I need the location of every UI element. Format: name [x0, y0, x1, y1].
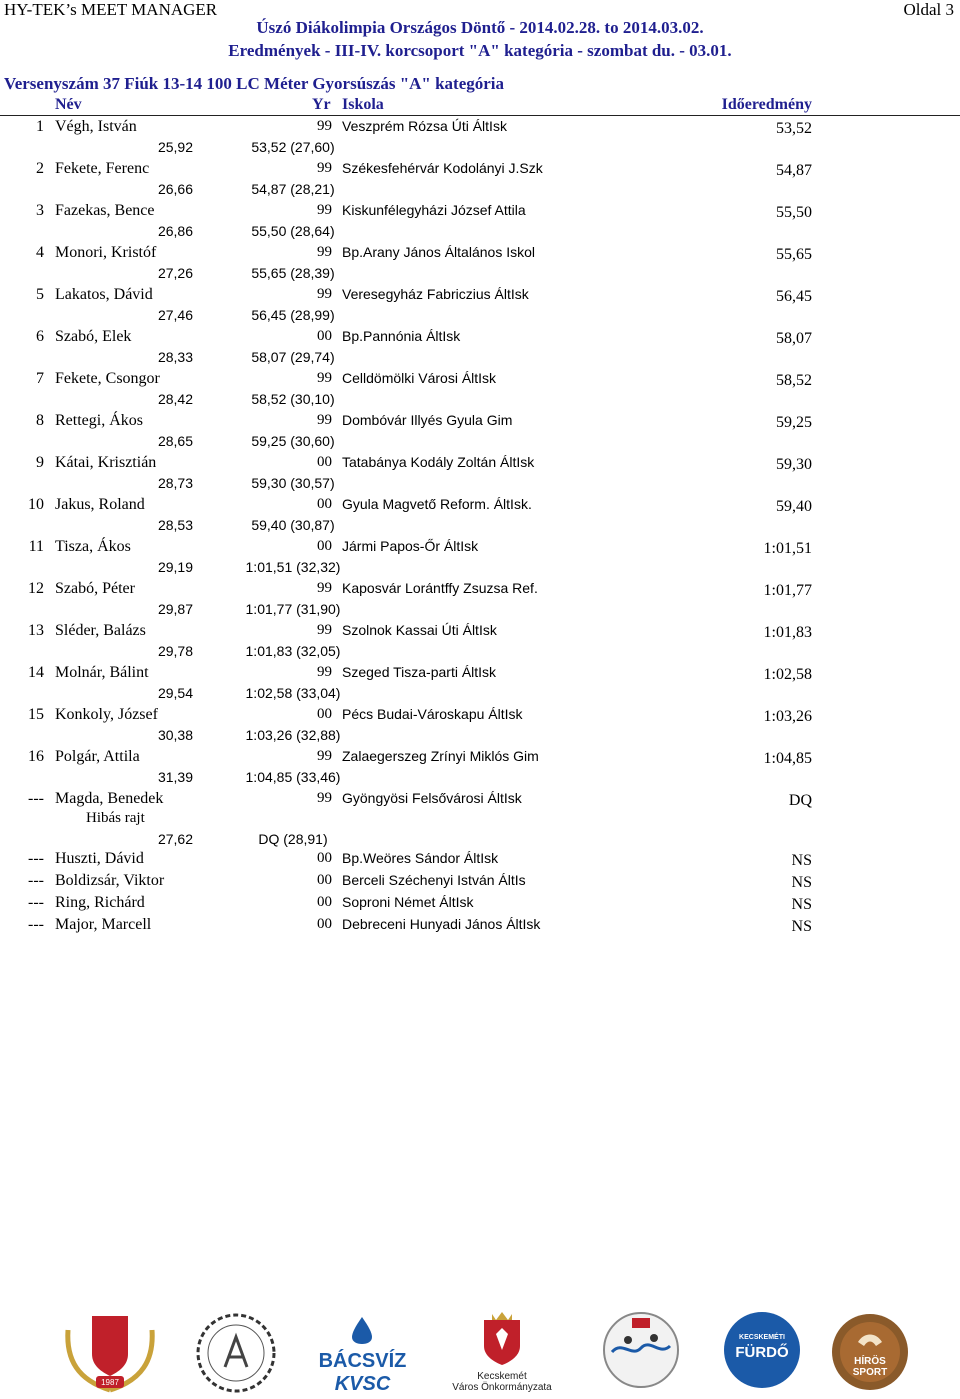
city-crest-icon: [480, 1310, 524, 1366]
school-name: Dombóvár Illyés Gyula Gim: [342, 412, 513, 428]
final-time: 59,40: [776, 498, 812, 515]
school-name: Kiskunfélegyházi József Attila: [342, 202, 526, 218]
birth-year: 00: [317, 916, 332, 932]
birth-year: 00: [317, 850, 332, 866]
school-name: Szeged Tisza-parti ÁltIsk: [342, 664, 497, 680]
birth-year: 00: [317, 454, 332, 470]
hungarian-swimming-federation-logo: [592, 1310, 690, 1390]
bacsviz-kvsc-logo: [310, 1315, 415, 1395]
split-50m: 25,92: [157, 139, 193, 155]
birth-year: 99: [317, 580, 332, 596]
birth-year: 99: [317, 622, 332, 638]
result-rank: 8: [36, 412, 44, 429]
swimmer-name: Monori, Kristóf: [55, 244, 157, 261]
furdo-small-text: KECSKEMÉTI: [739, 1334, 785, 1341]
school-name: Veresegyház Fabriczius ÁltIsk: [342, 286, 529, 302]
split-50m: 27,62: [157, 831, 193, 847]
result-rank: 15: [28, 706, 44, 723]
header-divider: [0, 115, 960, 116]
split-50m: 26,66: [157, 181, 193, 197]
column-header-result: Időeredmény: [721, 96, 812, 113]
result-rank: ---: [28, 872, 44, 889]
birth-year: 99: [317, 748, 332, 764]
swimmer-name: Lakatos, Dávid: [55, 286, 153, 303]
result-rank: 14: [28, 664, 44, 681]
result-rank: ---: [28, 894, 44, 911]
result-rank: 11: [28, 538, 44, 555]
final-time: 54,87: [776, 162, 812, 179]
kvsc-text: KVSC: [334, 1373, 391, 1395]
final-time: 1:01,77: [763, 582, 812, 599]
split-50m: 28,33: [157, 349, 193, 365]
final-time: 53,52: [776, 120, 812, 137]
sport-text: SPORT: [852, 1367, 888, 1378]
result-rank: 6: [36, 328, 44, 345]
school-name: Bp.Weöres Sándor ÁltIsk: [342, 850, 499, 866]
birth-year: 99: [317, 286, 332, 302]
birth-year: 00: [317, 328, 332, 344]
page-number: Oldal 3: [903, 0, 954, 19]
birth-year: 99: [317, 160, 332, 176]
kecskemet-name: Kecskemét: [477, 1371, 527, 1382]
split-100m: 58,52 (30,10): [251, 391, 335, 407]
final-time: 1:02,58: [763, 666, 812, 683]
meet-title: Úszó Diákolimpia Országos Döntő - 2014.02.28. to 2014.03.02.: [256, 18, 704, 37]
school-name: Gyöngyösi Felsővárosi ÁltIsk: [342, 790, 522, 806]
school-sports-logo: [58, 1310, 162, 1394]
birth-year: 99: [317, 202, 332, 218]
kecskemeti-furdo-logo: [722, 1310, 802, 1390]
hiros-sport-logo: [830, 1312, 910, 1392]
school-name: Jármi Papos-Őr ÁltIsk: [342, 538, 479, 554]
swimmer-name: Molnár, Bálint: [55, 664, 149, 681]
swimmer-name: Tisza, Ákos: [55, 538, 131, 555]
school-name: Zalaegerszeg Zrínyi Miklós Gim: [342, 748, 539, 764]
school-name: Kaposvár Lorántffy Zsuzsa Ref.: [342, 580, 538, 596]
final-time: NS: [791, 896, 812, 913]
swimmer-name: Polgár, Attila: [55, 748, 140, 765]
final-time: 59,25: [776, 414, 812, 431]
final-time: 1:01,83: [763, 624, 812, 641]
result-rank: 7: [36, 370, 44, 387]
dq-reason: Hibás rajt: [86, 810, 145, 826]
split-100m: 59,25 (30,60): [251, 433, 335, 449]
split-100m: 55,50 (28,64): [251, 223, 335, 239]
split-100m: 54,87 (28,21): [251, 181, 335, 197]
final-time: 1:03,26: [763, 708, 812, 725]
result-rank: 9: [36, 454, 44, 471]
final-time: NS: [791, 874, 812, 891]
result-rank: ---: [28, 850, 44, 867]
result-rank: 12: [28, 580, 44, 597]
split-50m: 30,38: [157, 727, 193, 743]
diaksport-logo: [195, 1312, 277, 1394]
split-50m: 28,53: [157, 517, 193, 533]
split-100m: 1:02,58 (33,04): [245, 685, 341, 701]
final-time: 58,52: [776, 372, 812, 389]
birth-year: 99: [317, 412, 332, 428]
split-100m: 1:01,77 (31,90): [245, 601, 341, 617]
school-name: Tatabánya Kodály Zoltán ÁltIsk: [342, 454, 535, 470]
column-header-yr: Yr: [312, 96, 331, 113]
birth-year: 00: [317, 706, 332, 722]
school-name: Székesfehérvár Kodolányi J.Szk: [342, 160, 543, 176]
result-rank: 4: [36, 244, 44, 261]
column-header-school: Iskola: [342, 96, 384, 113]
final-time: 55,50: [776, 204, 812, 221]
swimmer-name: Magda, Benedek: [55, 790, 164, 807]
bacsviz-text: BÁCSVÍZ: [318, 1350, 407, 1372]
kecskemet-city-logo: [442, 1310, 562, 1396]
final-time: 58,07: [776, 330, 812, 347]
final-time: 1:04,85: [763, 750, 812, 767]
final-time: DQ: [788, 792, 812, 809]
school-name: Bp.Arany János Általános Iskol: [342, 244, 535, 260]
result-rank: 1: [36, 118, 44, 135]
swimmer-name: Végh, István: [55, 118, 137, 135]
swimmer-name: Fazekas, Bence: [55, 202, 155, 219]
split-50m: 29,87: [157, 601, 193, 617]
result-rank: 10: [28, 496, 44, 513]
split-50m: 28,65: [157, 433, 193, 449]
kecskemet-subtitle: Város Önkormányzata: [452, 1382, 552, 1393]
split-100m: 59,30 (30,57): [251, 475, 335, 491]
birth-year: 99: [317, 790, 332, 806]
split-100m: 59,40 (30,87): [251, 517, 335, 533]
split-100m: 1:03,26 (32,88): [245, 727, 341, 743]
split-100m: DQ (28,91): [258, 831, 328, 847]
split-100m: 1:01,83 (32,05): [245, 643, 341, 659]
school-name: Pécs Budai-Városkapu ÁltIsk: [342, 706, 523, 722]
split-50m: 29,19: [157, 559, 193, 575]
swimmer-name: Huszti, Dávid: [55, 850, 144, 867]
result-rank: 5: [36, 286, 44, 303]
school-name: Bp.Pannónia ÁltIsk: [342, 328, 461, 344]
result-rank: ---: [28, 790, 44, 807]
split-50m: 29,54: [157, 685, 193, 701]
split-100m: 1:04,85 (33,46): [245, 769, 341, 785]
swimmer-name: Szabó, Elek: [55, 328, 132, 345]
hiros-text: HÍRÖS: [854, 1356, 886, 1367]
birth-year: 00: [317, 496, 332, 512]
final-time: NS: [791, 852, 812, 869]
swimmer-name: Major, Marcell: [55, 916, 152, 933]
final-time: NS: [791, 918, 812, 935]
swimmer-name: Sléder, Balázs: [55, 622, 146, 639]
birth-year: 99: [317, 118, 332, 134]
result-rank: ---: [28, 916, 44, 933]
result-rank: 3: [36, 202, 44, 219]
split-100m: 55,65 (28,39): [251, 265, 335, 281]
school-name: Gyula Magvető Reform. ÁltIsk.: [342, 496, 532, 512]
swimmer-name: Szabó, Péter: [55, 580, 135, 597]
final-time: 1:01,51: [763, 540, 812, 557]
result-rank: 13: [28, 622, 44, 639]
birth-year: 00: [317, 538, 332, 554]
swimmer-name: Fekete, Csongor: [55, 370, 160, 387]
split-50m: 29,78: [157, 643, 193, 659]
final-time: 55,65: [776, 246, 812, 263]
school-name: Veszprém Rózsa Úti ÁltIsk: [342, 118, 507, 134]
result-rank: 2: [36, 160, 44, 177]
school-name: Debreceni Hunyadi János ÁltIsk: [342, 916, 541, 932]
split-50m: 28,73: [157, 475, 193, 491]
split-50m: 27,26: [157, 265, 193, 281]
birth-year: 99: [317, 370, 332, 386]
school-name: Celldömölki Városi ÁltIsk: [342, 370, 497, 386]
split-50m: 26,86: [157, 223, 193, 239]
swimmer-name: Boldizsár, Viktor: [55, 872, 165, 889]
split-100m: 56,45 (28,99): [251, 307, 335, 323]
birth-year: 99: [317, 244, 332, 260]
birth-year: 00: [317, 894, 332, 910]
birth-year: 99: [317, 664, 332, 680]
school-name: Berceli Széchenyi István ÁltIs: [342, 872, 526, 888]
final-time: 56,45: [776, 288, 812, 305]
swimmer-name: Jakus, Roland: [55, 496, 145, 513]
birth-year: 00: [317, 872, 332, 888]
school-name: Soproni Német ÁltIsk: [342, 894, 474, 910]
swimmer-name: Konkoly, József: [55, 706, 158, 723]
event-title: Versenyszám 37 Fiúk 13-14 100 LC Méter Gyorsúszás "A" kategória: [4, 74, 505, 93]
split-50m: 31,39: [157, 769, 193, 785]
swimmer-name: Kátai, Krisztián: [55, 454, 157, 471]
final-time: 59,30: [776, 456, 812, 473]
results-subtitle: Eredmények - III-IV. korcsoport "A" kategória - szombat du. - 03.01.: [228, 41, 732, 60]
swimmer-name: Rettegi, Ákos: [55, 412, 143, 429]
school-name: Szolnok Kassai Úti ÁltIsk: [342, 622, 497, 638]
furdo-text: FÜRDŐ: [735, 1344, 789, 1361]
split-100m: 58,07 (29,74): [251, 349, 335, 365]
swimmer-name: Ring, Richárd: [55, 894, 145, 911]
meet-manager-label: HY-TEK’s MEET MANAGER: [4, 0, 218, 19]
split-50m: 28,42: [157, 391, 193, 407]
split-100m: 53,52 (27,60): [251, 139, 335, 155]
split-100m: 1:01,51 (32,32): [245, 559, 341, 575]
logo-year: 1987: [101, 1378, 119, 1387]
result-rank: 16: [28, 748, 44, 765]
swimmer-name: Fekete, Ferenc: [55, 160, 150, 177]
split-50m: 27,46: [157, 307, 193, 323]
column-header-name: Név: [55, 96, 82, 113]
